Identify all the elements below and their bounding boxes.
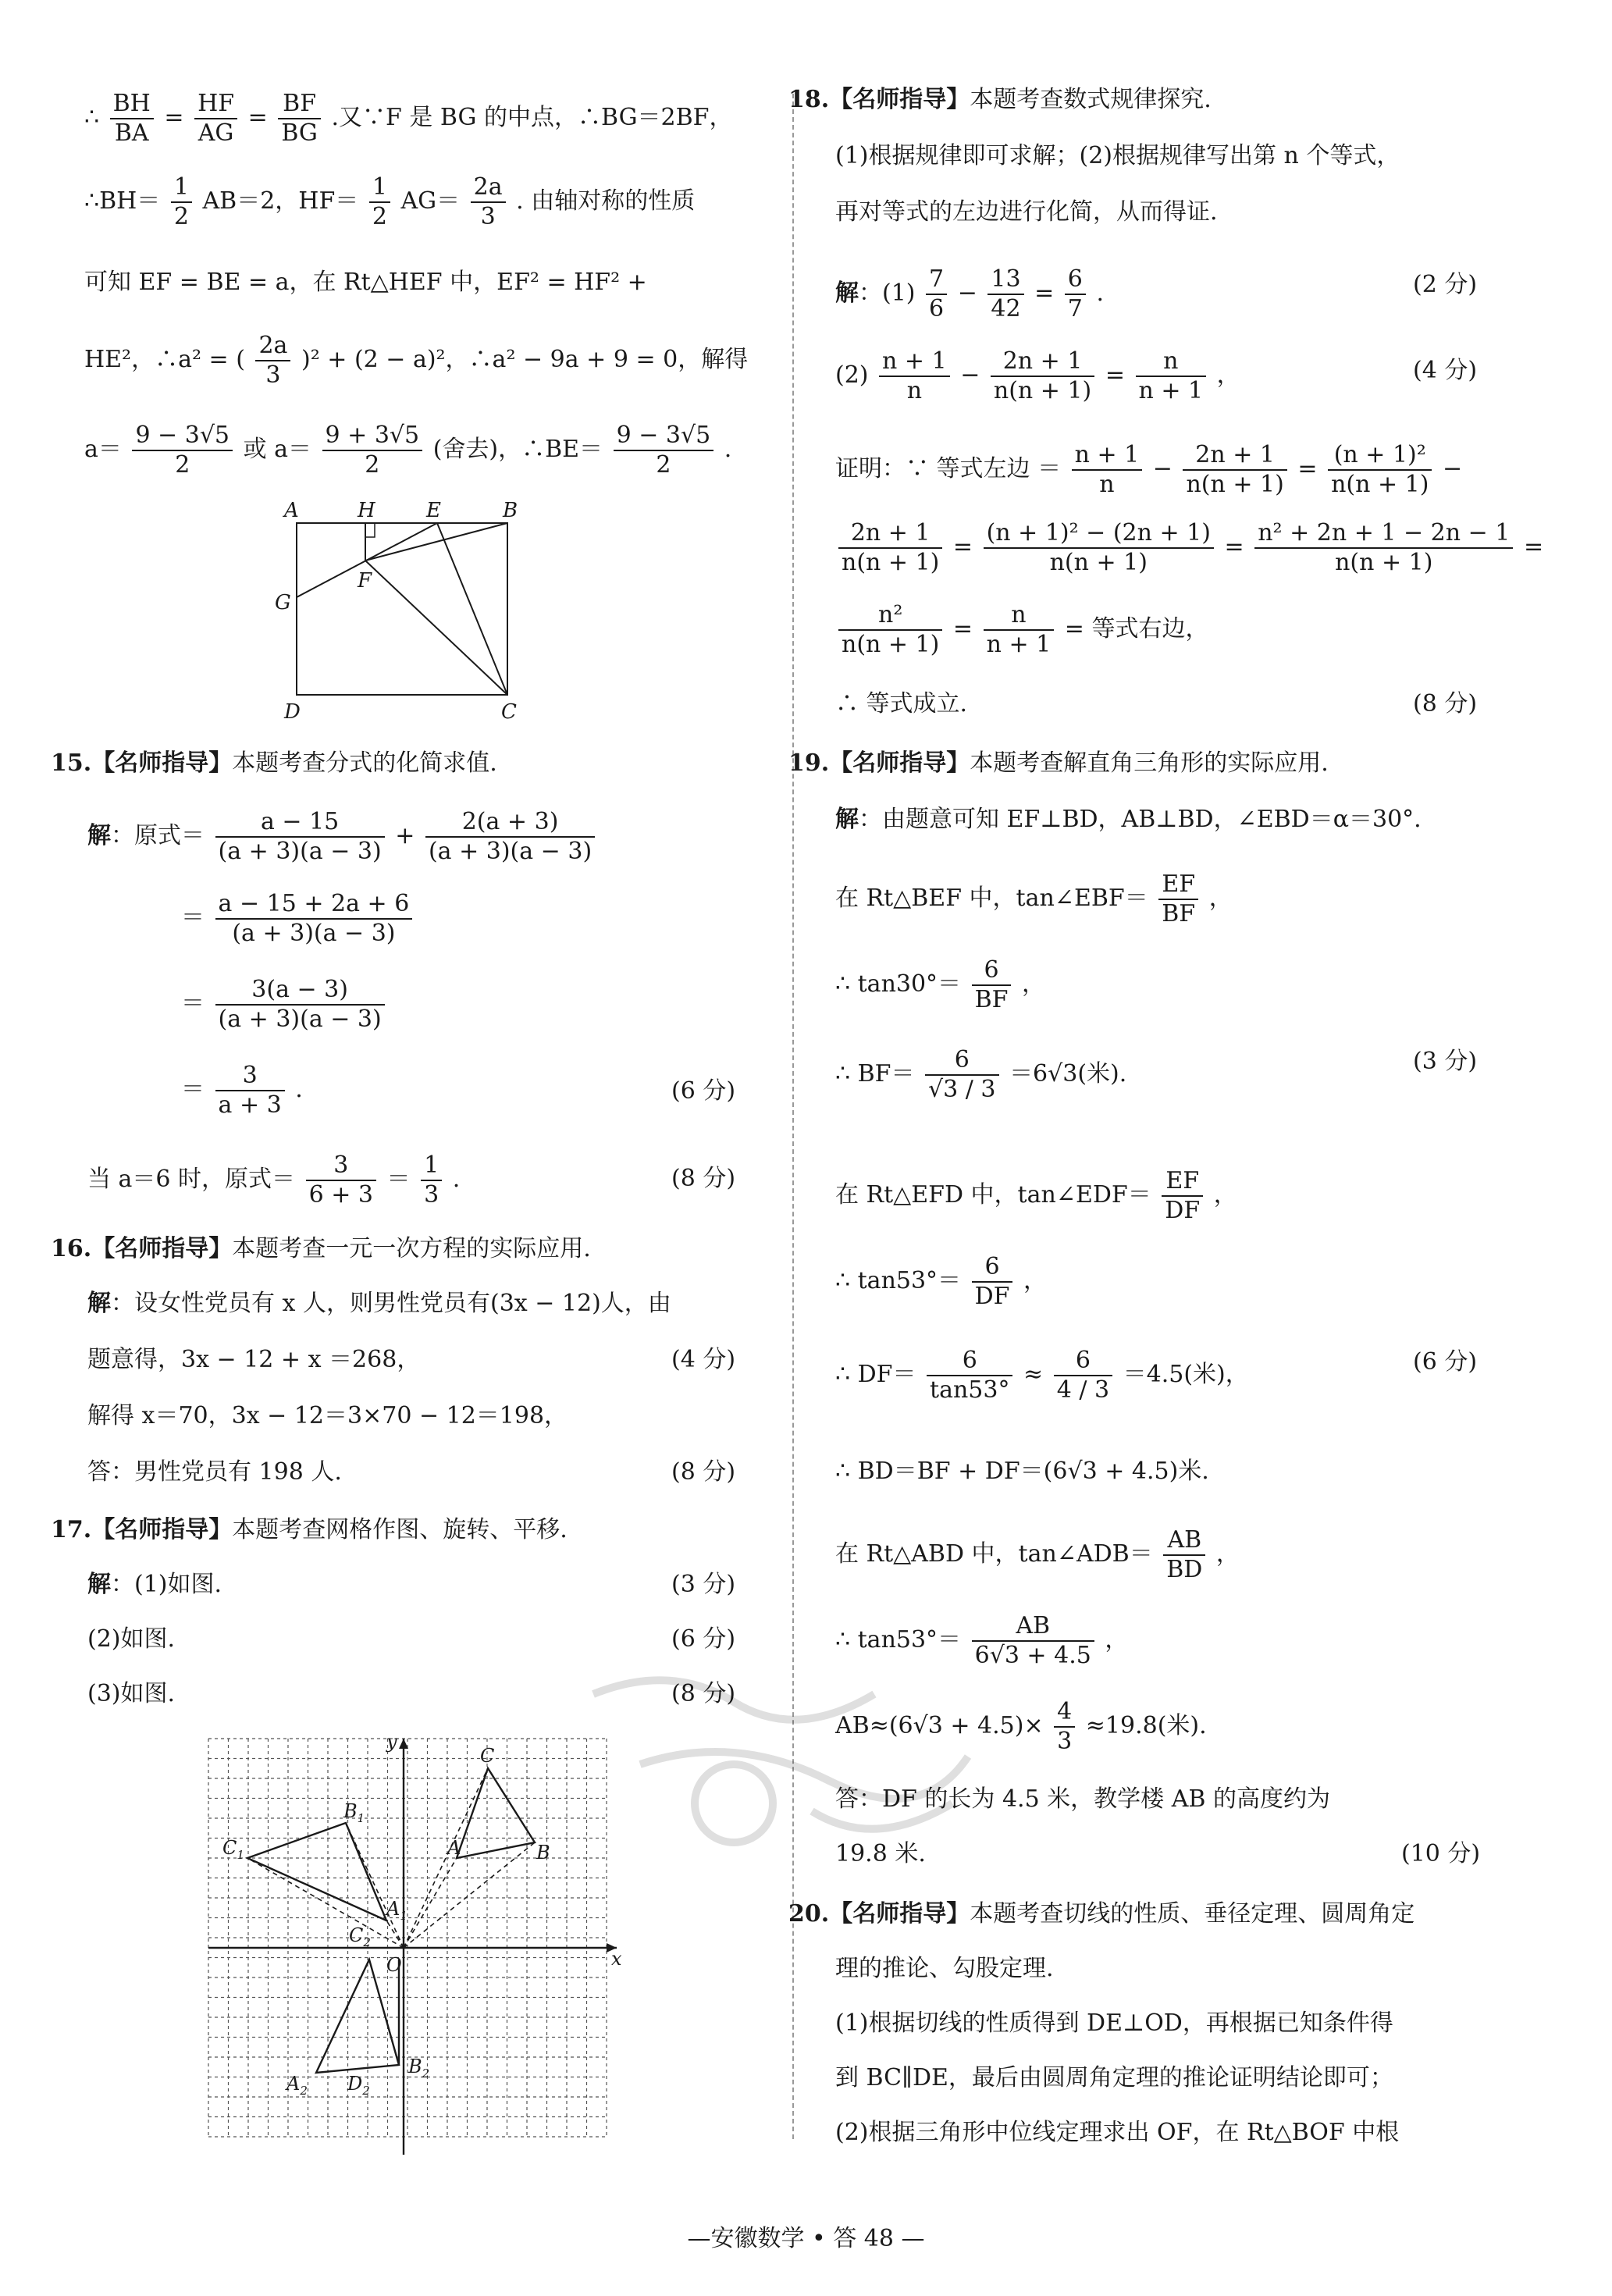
q17-score-2: (6 分) [671,1625,736,1653]
fraction: $\frac{a - 15 + 2a + 6}{(a + 3)(a - 3)}$ [215,890,413,948]
q19-line-4: ∴ BF＝ $\frac{6}{√3 / 3}$ ＝6√3(米). [835,1046,1127,1103]
q18-line-7: $\frac{\text{n²}}{n(n + 1)}$ = $\frac{n}{n + 1}$ = 等式右边， [835,601,1208,659]
fraction: $\frac{3}{a + 3}$ [215,1062,285,1120]
segment-fc [365,561,507,695]
q15-heading: 15.【名师指导】本题考查分式的化简求值. [51,749,497,777]
label-origin: O [386,1954,402,1976]
fraction: $\frac{1}{2}$ [369,173,390,231]
q16-score-1: (4 分) [671,1346,736,1373]
fraction: $\frac{n + 1}{n}$ [879,347,950,405]
fraction: $\frac{6}{√3 / 3}$ [925,1046,998,1104]
fraction: $\frac{\text{n²}}{n(n + 1)}$ [838,601,942,659]
q16-heading: 16.【名师指导】本题考查一元一次方程的实际应用. [51,1235,591,1262]
q18-line-8: ∴ 等式成立. [835,690,968,717]
dashed-oc1 [247,1858,404,1948]
label-y-axis: y [386,1731,397,1753]
q18-heading: 18.【名师指导】本题考查数式规律探究. [788,86,1212,113]
q18-score-2: (4 分) [1413,357,1478,384]
q16-line-4: 答：男性党员有 198 人. [87,1458,342,1486]
fraction: $\frac{n}{n + 1}$ [1136,347,1207,405]
label-c: C [480,1745,495,1767]
fraction: $\frac{BH}{BA}$ [110,90,154,148]
fraction: $\frac{9 - 3√5}{2}$ [132,422,233,479]
q16-score-2: (8 分) [671,1458,736,1486]
q14-line-1: ∴ $\frac{BH}{BA}$ = $\frac{HF}{AG}$ = $\frac{BF}{BG}$ .又∵F 是 BG 的中点，∴BG＝2BF， [84,90,733,147]
watermark-stroke [695,1764,773,1842]
fraction: $\frac{2n + 1}{n(n + 1)}$ [991,347,1094,405]
q19-score-1: (3 分) [1413,1048,1478,1075]
fraction: $\frac{3(a - 3)}{(a + 3)(a - 3)}$ [215,976,385,1034]
fraction: $\frac{6}{4 / 3}$ [1054,1347,1112,1404]
label-e: E [426,499,441,522]
q19-score-3: (10 分) [1401,1840,1481,1867]
label-b2: $B_2$ [408,2056,430,2081]
label-b: B [536,1842,550,1863]
q19-line-10: ∴ tan53°＝ $\frac{AB}{6√3 + 4.5}$ ， [835,1612,1129,1669]
page-footer: —安徽数学 • 答 48 — [687,2225,925,2252]
therefore-symbol: ∴ [84,104,100,131]
q18-line-1: (1)根据规律即可求解；(2)根据规律写出第 n 个等式， [835,142,1400,169]
q18-line-3: 解：(1) $\frac{7}{6}$ − $\frac{13}{42}$ = $\frac{6}{7}$ . [835,265,1104,322]
q17-line-3: (3)如图. [87,1680,176,1707]
label-c1: $C_1$ [222,1837,244,1862]
fraction: $\frac{7}{6}$ [926,265,947,323]
label-a2: $A_2$ [286,2073,308,2098]
fraction: $\frac{2n + 1}{n(n + 1)}$ [838,519,942,577]
q15-line-4: ＝ $\frac{3}{a + 3}$ . [181,1062,303,1119]
q17-line-2: (2)如图. [87,1625,176,1653]
q15-score-1: (6 分) [671,1077,736,1105]
fraction: $\frac{n + 1}{n}$ [1072,441,1143,499]
fraction: $\frac{6}{DF}$ [972,1253,1013,1311]
watermark-stroke [640,1752,968,1799]
fraction: $\frac{2a}{3}$ [471,173,506,231]
grid-lines [208,1739,607,2137]
q14-line-5: a＝ $\frac{9 - 3√5}{2}$ 或 a＝ $\frac{9 + 3√5}{2}$ (舍去)，∴BE＝ $\frac{9 - 3√5}{2}$ . [84,422,732,479]
q20-line-1: 理的推论、勾股定理. [835,1955,1054,1982]
dashed-oa [404,1858,457,1948]
fraction: $\frac{4}{3}$ [1054,1698,1075,1756]
q14-line-3: 可知 EF = BE = a，在 Rt△HEF 中，EF² = HF² + [84,269,647,296]
q16-line-2: 题意得，3x − 12 + x ＝268， [87,1346,421,1373]
q19-line-9: 在 Rt△ABD 中，tan∠ADB＝ $\frac{AB}{BD}$ ， [835,1526,1240,1583]
q19-line-6: ∴ tan53°＝ $\frac{6}{DF}$ ， [835,1253,1048,1310]
y-axis-arrow [399,1739,408,1749]
label-a1: $A_1$ [386,1898,407,1923]
label-c: C [501,700,517,724]
q17-line-1: 解：(1)如图. [87,1571,222,1598]
segment-fb [365,523,507,561]
watermark-stroke [812,1803,952,1829]
q15-score-2: (8 分) [671,1165,736,1192]
watermark-logo [578,1647,984,1858]
q19-heading: 19.【名师指导】本题考查解直角三角形的实际应用. [788,749,1329,777]
label-f: F [358,569,372,593]
fraction: $\frac{\text{n² + 2n + 1 − 2n − 1}}{n(n + 1)}$ [1254,519,1513,577]
q20-line-4: (2)根据三角形中位线定理求出 OF，在 Rt△BOF 中根 [835,2119,1400,2146]
fraction: $\frac{1}{2}$ [171,173,192,231]
q18-score-3: (8 分) [1413,690,1478,717]
q19-line-8: ∴ BD＝BF + DF＝(6√3 + 4.5)米. [835,1458,1209,1485]
label-c2: $C_2$ [349,1924,371,1949]
fraction: $\frac{HF}{AG}$ [194,90,237,148]
q19-line-7: ∴ DF＝ $\frac{6}{\tan 53^\circ}$ ≈ $\frac{6}{4 / 3}$ ＝4.5(米)， [835,1347,1249,1404]
label-d2: $D_2$ [347,2073,370,2098]
q15-line-3: ＝ $\frac{3(a - 3)}{(a + 3)(a - 3)}$ [181,976,388,1034]
label-d: D [284,700,301,724]
label-x-axis: x [611,1948,622,1970]
label-a: A [284,499,299,522]
q15-line-5: 当 a＝6 时，原式＝ $\frac{3}{6 + 3}$ ＝ $\frac{1}{3}$ . [87,1152,461,1209]
q19-line-1: 解：由题意可知 EF⊥BD，AB⊥BD，∠EBD＝α＝30°. [835,806,1422,833]
q15-line-1: 解：原式＝ $\frac{a - 15}{(a + 3)(a - 3)}$ + $\frac{2(a + 3)}{(a + 3)(a - 3)}$ [87,808,598,866]
fraction: $\frac{EF}{DF}$ [1162,1167,1203,1225]
fraction: $\frac{\text{(n + 1)²}}{n(n + 1)}$ [1328,441,1432,499]
fraction: $\frac{2n + 1}{n(n + 1)}$ [1183,441,1286,499]
fraction: $\frac{13}{42}$ [987,265,1023,323]
fraction: $\frac{2(a + 3)}{(a + 3)(a - 3)}$ [425,808,595,866]
fraction: $\frac{2a}{3}$ [255,332,290,390]
q19-line-12: 答：DF 的长为 4.5 米，教学楼 AB 的高度约为 [835,1785,1330,1813]
triangle-abc [457,1768,535,1858]
fraction: $\frac{9 + 3√5}{2}$ [322,422,423,479]
right-angle-mark [365,523,375,537]
q14-line-2: ∴BH＝ $\frac{1}{2}$ AB＝2，HF＝ $\frac{1}{2}$ AG＝ $\frac{2a}{3}$ . 由轴对称的性质 [84,173,696,230]
fraction: $\frac{6}{\tan 53^\circ}$ [927,1347,1012,1404]
q20-line-3: 到 BC∥DE，最后由圆周角定理的推论证明结论即可； [835,2064,1393,2091]
q20-line-2: (1)根据切线的性质得到 DE⊥OD，再根据已知条件得 [835,2009,1393,2037]
fraction: $\frac{\text{(n + 1)² − (2n + 1)}}{n(n + 1)}$ [984,519,1214,577]
q19-line-5: 在 Rt△EFD 中，tan∠EDF＝ $\frac{EF}{DF}$ ， [835,1167,1237,1224]
fraction: $\frac{6}{BF}$ [972,956,1012,1014]
q16-line-3: 解得 x＝70，3x − 12＝3×70 − 12＝198， [87,1402,568,1429]
fraction: $\frac{1}{3}$ [421,1152,442,1209]
rectangle-abcd [297,523,507,695]
segment-ec [437,523,507,695]
label-b: B [503,499,518,522]
watermark-stroke [593,1680,874,1720]
q20-heading: 20.【名师指导】本题考查切线的性质、垂径定理、圆周角定 [788,1900,1415,1928]
q16-line-1: 解：设女性党员有 x 人，则男性党员有(3x − 12)人，由 [87,1290,671,1317]
fraction: $\frac{a - 15}{(a + 3)(a - 3)}$ [215,808,385,866]
q17-heading: 17.【名师指导】本题考查网格作图、旋转、平移. [51,1516,568,1543]
triangle-a2b2c2 [316,1960,399,2073]
q18-score-1: (2 分) [1413,271,1478,298]
label-g: G [275,591,291,614]
q19-score-2: (6 分) [1413,1348,1478,1376]
fraction: $\frac{3}{6 + 3}$ [306,1152,376,1209]
q18-line-2: 再对等式的左边进行化简，从而得证. [835,198,1218,226]
q14-geometry-figure [273,492,531,726]
fraction: $\frac{6}{7}$ [1065,265,1086,323]
fraction: $\frac{n}{n + 1}$ [984,601,1055,659]
q18-line-6: $\frac{2n + 1}{n(n + 1)}$ = $\frac{\text{(n + 1)² − (2n + 1)}}{n(n + 1)}$ = $\frac{\text{n² + 2n + 1 − 2n − 1}}{n(n + 1)}$ = [835,519,1543,577]
q17-score-3: (8 分) [671,1680,736,1707]
dashed-oa1 [386,1920,404,1948]
fraction: $\frac{AB}{6√3 + 4.5}$ [972,1612,1094,1670]
fraction: $\frac{AB}{BD}$ [1163,1526,1205,1584]
q18-line-5: 证明：∵ 等式左边 ＝ $\frac{n + 1}{n}$ − $\frac{2n + 1}{n(n + 1)}$ = $\frac{\text{(n + 1)²}}{n(n + 1)}$ − [835,441,1463,498]
q17-score-1: (3 分) [671,1571,736,1598]
q19-line-11: AB≈(6√3 + 4.5)× $\frac{4}{3}$ ≈19.8(米). [835,1698,1207,1755]
q19-line-2: 在 Rt△BEF 中，tan∠EBF＝ $\frac{EF}{BF}$ ， [835,870,1233,927]
q19-line-13: 19.8 米. [835,1840,926,1867]
fraction: $\frac{EF}{BF}$ [1158,870,1198,928]
q15-line-2: ＝ $\frac{a - 15 + 2a + 6}{(a + 3)(a - 3)}$ [181,890,415,948]
label-h: H [358,499,375,522]
label-b1: $B_1$ [343,1800,365,1825]
label-a: A [447,1837,461,1859]
q18-line-4: (2) $\frac{n + 1}{n}$ − $\frac{2n + 1}{n(n + 1)}$ = $\frac{n}{n + 1}$ ， [835,347,1240,404]
fraction: $\frac{9 - 3√5}{2}$ [614,422,714,479]
q19-line-3: ∴ tan30°＝ $\frac{6}{BF}$ ， [835,956,1046,1013]
fraction: $\frac{BF}{BG}$ [278,90,321,148]
q17-grid-figure [199,1729,636,2170]
q14-line-4: HE²，∴a² = ( $\frac{2a}{3}$ )² + (2 − a)²，∴a² − 9a + 9 = 0，解得 [84,332,749,389]
